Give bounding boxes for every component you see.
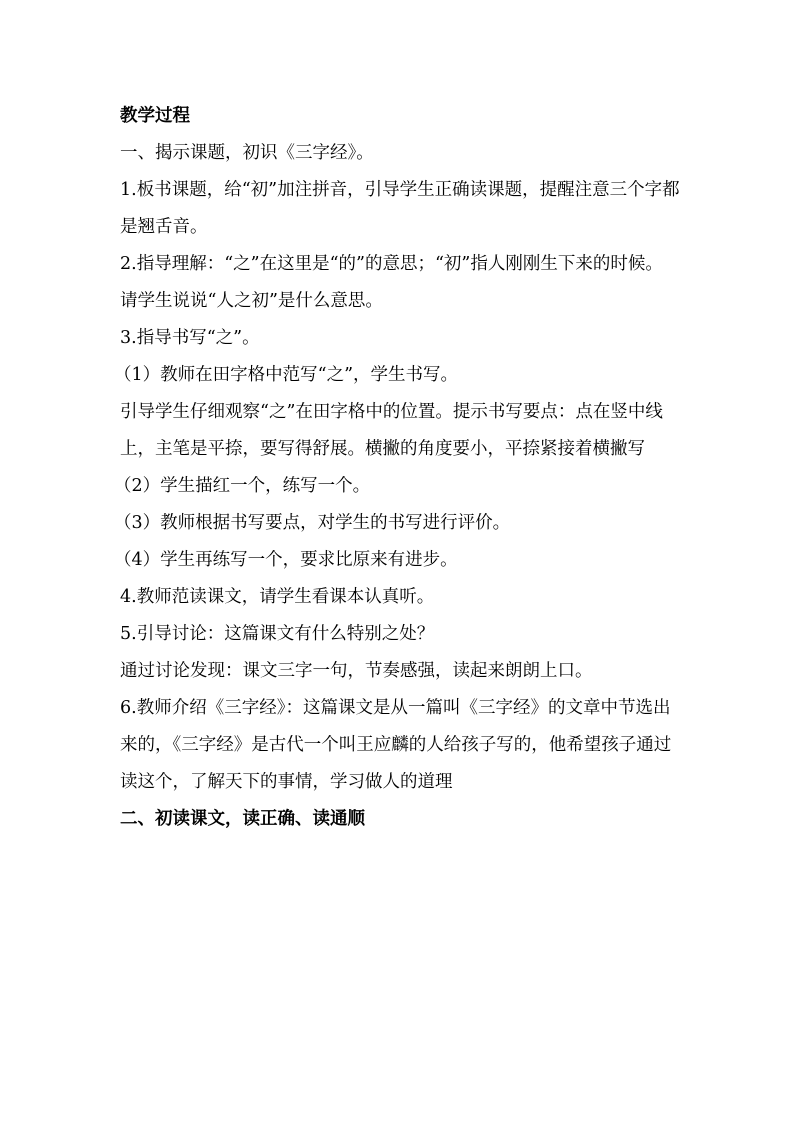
paragraph-2: 1.板书课题，给“初”加注拼音，引导学生正确读课题，提醒注意三个字都是翘舌音。 [120,180,680,237]
paragraph-8: （2）学生描红一个，练写一个。 [114,476,371,496]
paragraph-11: 4.教师范读课文，请学生看课本认真听。 [120,587,435,607]
paragraph-6: （1）教师在田字格中范写“之”，学生书写。 [114,365,459,385]
paragraph-1: 一、揭示课题，初识《三字经》。 [120,143,374,163]
paragraph-12: 5.引导讨论：这篇课文有什么特别之处？ [120,624,435,644]
paragraph-4: 请学生说说“人之初”是什么意思。 [120,291,383,311]
paragraph-7: 引导学生仔细观察“之”在田字格中的位置。提示书写要点：点在竖中线上，主笔是平捺，要写得舒展。横撇的角度要小，平捺紧接着横撇写 [120,402,663,459]
paragraph-9: （3）教师根据书写要点，对学生的书写进行评价。 [114,513,511,533]
paragraph-10: （4）学生再练写一个，要求比原来有进步。 [114,550,458,570]
paragraph-3: 2.指导理解：“之”在这里是“的”的意思；“初”指人刚刚生下来的时候。 [120,254,663,274]
paragraph-5: 3.指导书写“之”。 [120,328,260,348]
section-heading-2: 二、初读课文，读正确、读通顺 [120,809,365,829]
section-title: 教学过程 [120,106,190,126]
document-body [114,98,680,838]
paragraph-14: 6.教师介绍《三字经》：这篇课文是从一篇叫《三字经》的文章中节选出来的，《三字经》是古代一个叫王应麟的人给孩子写的，他希望孩子通过读这个，了解天下的事情，学习做人的道理 [120,698,672,792]
paragraph-13: 通过讨论发现：课文三字一句，节奏感强，读起来朗朗上口。 [120,661,593,681]
